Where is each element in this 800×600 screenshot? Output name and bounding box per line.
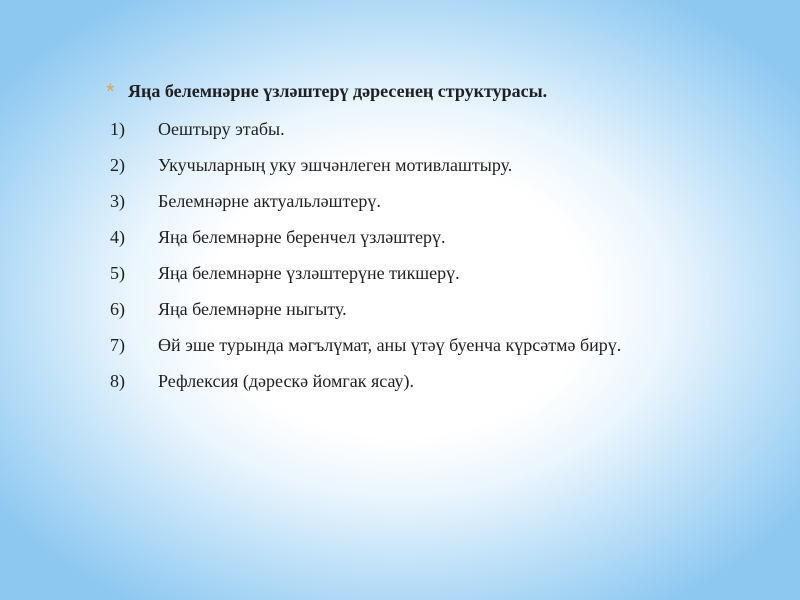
item-text: Укучыларның уку эшчәнлеген мотивлаштыру. bbox=[158, 155, 513, 175]
item-number: 5) bbox=[110, 263, 125, 283]
item-text: Өй эше турында мәгълүмат, аны үтәү буенча күрсәтмә бирү. bbox=[158, 335, 622, 355]
item-number: 8) bbox=[110, 371, 125, 391]
item-text: Яңа белемнәрне беренчел үзләштерү. bbox=[158, 227, 446, 247]
list-item bbox=[110, 189, 710, 214]
list-item bbox=[110, 153, 710, 178]
item-number: 6) bbox=[110, 299, 125, 319]
item-number: 4) bbox=[110, 227, 125, 247]
item-text: Оештыру этабы. bbox=[158, 119, 285, 139]
slide-title: Яңа белемнәрне үзләштерү дәресенең структурасы. bbox=[128, 81, 548, 101]
item-text: Рефлексия (дәрескә йомгак ясау). bbox=[158, 371, 415, 391]
title-row bbox=[106, 76, 766, 106]
item-text: Белемнәрне актуальләштерү. bbox=[158, 191, 381, 211]
item-text: Яңа белемнәрне үзләштерүне тикшерү. bbox=[158, 263, 460, 283]
title-bullet-icon: * bbox=[106, 79, 115, 104]
list-item bbox=[110, 261, 710, 286]
item-number: 7) bbox=[110, 335, 125, 355]
list-item bbox=[110, 297, 710, 322]
item-text: Яңа белемнәрне ныгыту. bbox=[158, 299, 347, 319]
item-number: 1) bbox=[110, 119, 125, 139]
structure-list bbox=[110, 117, 710, 405]
item-number: 3) bbox=[110, 191, 125, 211]
list-item bbox=[110, 117, 710, 142]
list-item bbox=[110, 225, 710, 250]
item-number: 2) bbox=[110, 155, 125, 175]
list-item bbox=[110, 369, 710, 394]
list-item bbox=[110, 333, 710, 358]
